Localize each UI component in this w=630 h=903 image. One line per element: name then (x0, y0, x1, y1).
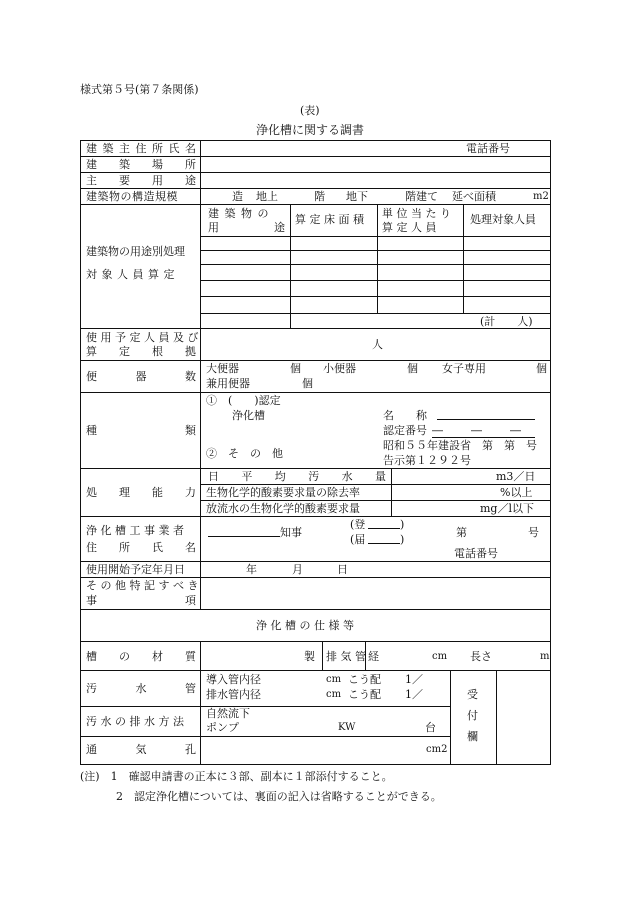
table-rule (80, 204, 550, 205)
table-rule (80, 328, 550, 329)
structure-floors1: 階 (314, 190, 325, 203)
applicant-label: 建 築 主 住 所 氏 名 (86, 142, 197, 155)
table-rule (80, 156, 550, 157)
table-rule (200, 296, 550, 297)
type-name-label: 名 称 (383, 409, 427, 422)
structure-below: 地下 (346, 190, 368, 203)
spec-discharge-label: 汚 水 の 排 水 方 法 (86, 715, 184, 728)
calc-col2-header: 算 定 床 面 積 (295, 213, 364, 226)
type-option-certified: ① ( )認定 (206, 394, 281, 407)
spec-kw: KW (338, 722, 356, 733)
table-rule (80, 670, 550, 671)
table-rule (200, 313, 550, 314)
contractor-registered-blank[interactable] (368, 518, 400, 529)
spec-outlet-slope-val: 1／ (405, 688, 423, 701)
structure-label: 建築物の構造規模 (86, 190, 178, 203)
type-cert-number[interactable]: ― ― ― (432, 424, 535, 438)
spec-gravity: 自然流下 (206, 707, 250, 720)
other-label-line2: 事 項 (86, 594, 196, 607)
type-label: 種 類 (86, 424, 196, 437)
table-rule (80, 609, 550, 610)
calc-label-line1: 建築物の用途別処理 (86, 245, 185, 258)
table-rule (80, 172, 550, 173)
spec-outlet: 排水管内径 (206, 688, 261, 701)
contractor-notified: (届 (350, 533, 366, 546)
table-rule (80, 468, 550, 469)
spec-material-unit: 製 (304, 650, 315, 663)
table-rule (80, 641, 550, 642)
spec-length: 長さ (470, 650, 492, 663)
calc-label-line2: 対 象 人 員 算 定 (86, 268, 175, 281)
contractor-registered: (登 (350, 518, 366, 531)
type-name-blank[interactable] (437, 409, 535, 420)
contractor-governor: 知事 (280, 526, 302, 539)
spec-inlet: 導入管内径 (206, 673, 261, 686)
table-rule (550, 140, 551, 764)
capacity-row3-unit: mg／l以下 (480, 502, 534, 515)
table-rule (80, 392, 550, 393)
start-day: 日 (337, 563, 348, 576)
fixtures-small: 小便器 (323, 362, 356, 375)
calc-col1-line1: 建 築 物 の (208, 207, 270, 220)
note-2: 2 認定浄化槽については、裏面の記入は省略することができる。 (116, 790, 442, 803)
table-rule (200, 236, 550, 237)
type-tank: 浄化槽 (232, 409, 265, 422)
type-notice-line2: 告示第１２９２号 (383, 454, 471, 467)
calc-total: (計 人) (480, 315, 533, 328)
contractor-label-line1: 浄 化 槽 工 事 業 者 (86, 524, 184, 537)
note-1: (注) 1 確認申請書の正本に３部、副本に１部添付すること。 (80, 770, 393, 783)
table-rule (80, 188, 550, 189)
spec-diameter: 経 (368, 650, 379, 663)
table-rule (450, 670, 451, 764)
planned-label-line1: 使 用 予 定 人 員 及 び (86, 331, 199, 344)
calc-col1-line2b: 途 (274, 221, 285, 234)
start-month: 月 (292, 563, 303, 576)
spec-vent-label: 通 気 孔 (86, 743, 196, 756)
calc-col4-header: 処理対象人員 (470, 213, 536, 226)
spec-inlet-slope-val: 1／ (405, 673, 423, 686)
calc-col3-line2: 算 定 人 員 (382, 221, 437, 234)
table-rule (463, 204, 464, 313)
reception-column: 受付欄 (467, 688, 478, 743)
contractor-go: 号 (528, 526, 539, 539)
table-rule (496, 670, 497, 764)
planned-unit: 人 (372, 338, 383, 351)
table-rule (200, 484, 550, 485)
table-rule (200, 280, 550, 281)
table-rule (80, 360, 550, 361)
planned-label-line2: 算 定 根 拠 (86, 345, 196, 358)
table-rule (377, 204, 378, 313)
fixtures-large: 大便器 (206, 362, 239, 375)
contractor-dai: 第 (456, 526, 467, 539)
form-number: 様式第５号(第７条関係) (80, 83, 199, 96)
side-indicator: (表) (300, 104, 320, 117)
spec-outlet-slope: こう配 (348, 688, 381, 701)
applicant-phone-label: 電話番号 (466, 142, 510, 155)
table-rule (200, 500, 550, 501)
other-label-line1: そ の 他 特 記 す べ き (86, 579, 199, 592)
type-option-other: ② そ の 他 (206, 447, 283, 460)
table-rule (322, 641, 323, 670)
table-rule (200, 264, 550, 265)
spec-outlet-cm: cm (326, 689, 342, 700)
contractor-label-line2: 住 所 氏 名 (86, 541, 196, 554)
type-cert-label: 認定番号 (383, 424, 427, 437)
spec-inlet-slope: こう配 (348, 673, 381, 686)
contractor-notified-blank[interactable] (368, 533, 400, 544)
spec-title: 浄 化 槽 の 仕 様 等 (256, 619, 354, 632)
table-rule (200, 250, 550, 251)
spec-material-label: 槽 の 材 質 (86, 650, 196, 663)
structure-area-unit: m2 (533, 191, 549, 202)
spec-vent-unit: cm2 (426, 744, 448, 755)
table-rule (391, 468, 392, 516)
table-rule (290, 204, 291, 328)
capacity-row3-label: 放流水の生物化学的酸素要求量 (206, 502, 360, 515)
start-label: 使用開始予定年月日 (86, 563, 185, 576)
table-rule (80, 764, 551, 765)
table-rule (80, 577, 550, 578)
type-notice-line1: 昭和５５年建設省 第 第 号 (383, 439, 537, 452)
fixtures-small-unit: 個 (407, 362, 418, 375)
table-rule (80, 561, 550, 562)
page-title: 浄化槽に関する調書 (256, 123, 365, 137)
fixtures-shared-unit: 個 (302, 377, 313, 390)
contractor-phone-label: 電話番号 (454, 547, 498, 560)
use-label: 主 要 用 途 (86, 174, 196, 187)
spec-diameter-unit: cm (432, 651, 448, 662)
table-rule (80, 736, 450, 737)
structure-above: 地上 (256, 190, 278, 203)
structure-area-label: 延べ面積 (452, 190, 496, 203)
fixtures-women-unit: 個 (536, 362, 547, 375)
structure-floors2: 階建て (405, 190, 438, 203)
spec-pump: ポンプ (206, 721, 239, 734)
table-rule (80, 140, 550, 141)
table-rule (80, 516, 550, 517)
fixtures-women: 女子専用 (442, 362, 486, 375)
calc-col1-line2a: 用 (208, 221, 219, 234)
contractor-registered-close: ) (400, 518, 405, 531)
spec-units: 台 (425, 721, 436, 734)
calc-col3-line1: 単 位 当 た り (382, 207, 451, 220)
site-label: 建 築 場 所 (86, 158, 196, 171)
spec-length-unit: m (540, 651, 550, 662)
table-rule (80, 706, 450, 707)
structure-zo: 造 (232, 190, 243, 203)
fixtures-large-unit: 個 (290, 362, 301, 375)
capacity-row2-unit: %以上 (500, 486, 533, 499)
capacity-row1-unit: m3／日 (496, 470, 536, 483)
spec-sewage-label: 汚 水 管 (86, 682, 196, 695)
fixtures-label: 便 器 数 (86, 370, 196, 383)
start-year: 年 (246, 563, 257, 576)
contractor-notified-close: ) (400, 533, 405, 546)
capacity-row2-label: 生物化学的酸素要求量の除去率 (206, 486, 360, 499)
table-rule (200, 641, 201, 764)
spec-inlet-cm: cm (326, 674, 342, 685)
capacity-row1-label: 日 平 均 汚 水 量 (208, 470, 386, 483)
table-rule (200, 140, 201, 609)
spec-vent-pipe-label: 排 気 管 (326, 650, 366, 663)
capacity-label: 処 理 能 力 (86, 486, 196, 499)
contractor-prefecture-blank[interactable] (208, 526, 280, 537)
fixtures-shared: 兼用便器 (206, 377, 250, 390)
